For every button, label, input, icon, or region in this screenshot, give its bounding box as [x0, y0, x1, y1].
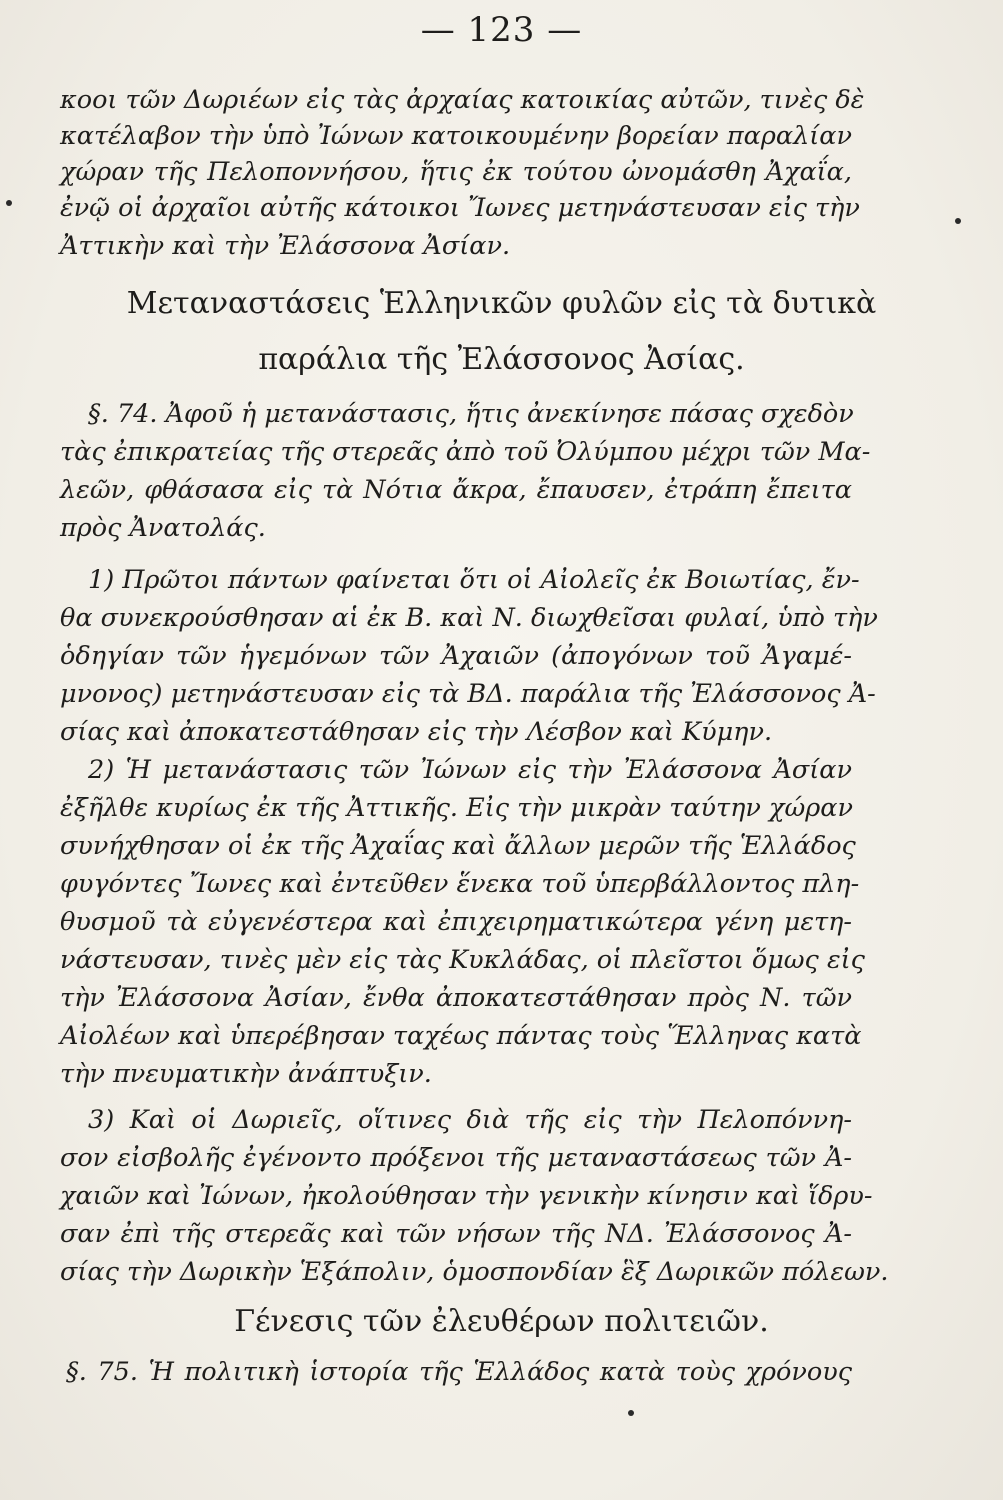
text-line: §. 75. Ἡ πολιτικὴ ἱστορία τῆς Ἑλλάδος κατὰ τοὺς χρόνους	[66, 1357, 852, 1387]
text-line: πρὸς Ἀνατολάς.	[60, 513, 266, 543]
text-line: ἐξῆλθε κυρίως ἐκ τῆς Ἀττικῆς. Εἰς τὴν μικρὰν ταύτην χώραν	[60, 793, 853, 823]
text-line: Αἰολέων καὶ ὑπερέβησαν ταχέως πάντας τοὺς Ἕλληνας κατὰ	[60, 1021, 862, 1051]
text-line: θυσμοῦ τὰ εὐγενέστερα καὶ ἐπιχειρηματικώτερα γένη μετη-	[60, 907, 852, 937]
text-line: ἐνῷ οἱ ἀρχαῖοι αὐτῆς κάτοικοι Ἴωνες μετηνάστευσαν εἰς τὴν	[60, 193, 860, 223]
section-heading: Γένεσις τῶν ἐλευθέρων πολιτειῶν.	[234, 1304, 769, 1339]
text-line: κοοι τῶν Δωριέων εἰς τὰς ἀρχαίας κατοικίας αὐτῶν, τινὲς δὲ	[60, 85, 865, 115]
text-line: 1) Πρῶτοι πάντων φαίνεται ὅτι οἱ Αἰολεῖς ἐκ Βοιωτίας, ἔν-	[88, 565, 860, 595]
text-line: 3) Καὶ οἱ Δωριεῖς, οἵτινες διὰ τῆς εἰς τὴν Πελοπόννη-	[88, 1105, 852, 1135]
ink-speck	[6, 200, 12, 206]
text-line: σίας καὶ ἀποκατεστάθησαν εἰς τὴν Λέσβον καὶ Κύμην.	[60, 717, 773, 747]
text-line: Ἀττικὴν καὶ τὴν Ἐλάσσονα Ἀσίαν.	[60, 231, 511, 261]
text-line: λεῶν, φθάσασα εἰς τὰ Νότια ἄκρα, ἔπαυσεν, ἐτράπη ἔπειτα	[60, 475, 852, 505]
text-line: 2) Ἡ μετανάστασις τῶν Ἰώνων εἰς τὴν Ἐλάσσονα Ἀσίαν	[88, 755, 852, 785]
page-number: — 123 —	[420, 10, 583, 50]
ink-speck	[628, 1410, 634, 1416]
text-line: σον εἰσβολῆς ἐγένοντο πρόξενοι τῆς μεταναστάσεως τῶν Ἀ-	[60, 1143, 852, 1173]
text-line: ὁδηγίαν τῶν ἡγεμόνων τῶν Ἀχαιῶν (ἀπογόνων τοῦ Ἀγαμέ-	[60, 641, 852, 671]
text-line: θα συνεκρούσθησαν αἱ ἐκ Β. καὶ Ν. διωχθεῖσαι φυλαί, ὑπὸ τὴν	[60, 603, 878, 633]
section-heading: παράλια τῆς Ἐλάσσονος Ἀσίας.	[258, 342, 745, 377]
text-line: τὴν Ἐλάσσονα Ἀσίαν, ἔνθα ἀποκατεστάθησαν πρὸς Ν. τῶν	[60, 983, 852, 1013]
text-line: τὴν πνευματικὴν ἀνάπτυξιν.	[60, 1059, 432, 1089]
ink-speck	[955, 218, 961, 224]
section-heading: Μεταναστάσεις Ἑλληνικῶν φυλῶν εἰς τὰ δυτικὰ	[126, 286, 877, 321]
text-line: σίας τὴν Δωρικὴν Ἑξάπολιν, ὁμοσπονδίαν ἓξ Δωρικῶν πόλεων.	[60, 1257, 889, 1287]
text-line: φυγόντες Ἴωνες καὶ ἐντεῦθεν ἕνεκα τοῦ ὑπερβάλλοντος πλη-	[60, 869, 860, 899]
text-line: συνήχθησαν οἱ ἐκ τῆς Ἀχαΐας καὶ ἄλλων μερῶν τῆς Ἑλλάδος	[60, 831, 856, 861]
text-line: τὰς ἐπικρατείας τῆς στερεᾶς ἀπὸ τοῦ Ὀλύμπου μέχρι τῶν Μα-	[60, 437, 871, 467]
text-line: νάστευσαν, τινὲς μὲν εἰς τὰς Κυκλάδας, οἱ πλεῖστοι ὅμως εἰς	[60, 945, 865, 975]
text-line: §. 74. Ἀφοῦ ἡ μετανάστασις, ἥτις ἀνεκίνησε πάσας σχεδὸν	[88, 399, 854, 429]
text-line: μνονος) μετηνάστευσαν εἰς τὰ ΒΔ. παράλια τῆς Ἐλάσσονος Ἀ-	[60, 679, 876, 709]
text-line: σαν ἐπὶ τῆς στερεᾶς καὶ τῶν νήσων τῆς ΝΔ. Ἐλάσσονος Ἀ-	[60, 1219, 852, 1249]
text-line: χαιῶν καὶ Ἰώνων, ἠκολούθησαν τὴν γενικὴν κίνησιν καὶ ἵδρυ-	[60, 1181, 873, 1211]
text-line: χώραν τῆς Πελοποννήσου, ἥτις ἐκ τούτου ὠνομάσθη Ἀχαΐα,	[60, 157, 852, 187]
text-line: κατέλαβον τὴν ὑπὸ Ἰώνων κατοικουμένην βορείαν παραλίαν	[60, 121, 852, 151]
